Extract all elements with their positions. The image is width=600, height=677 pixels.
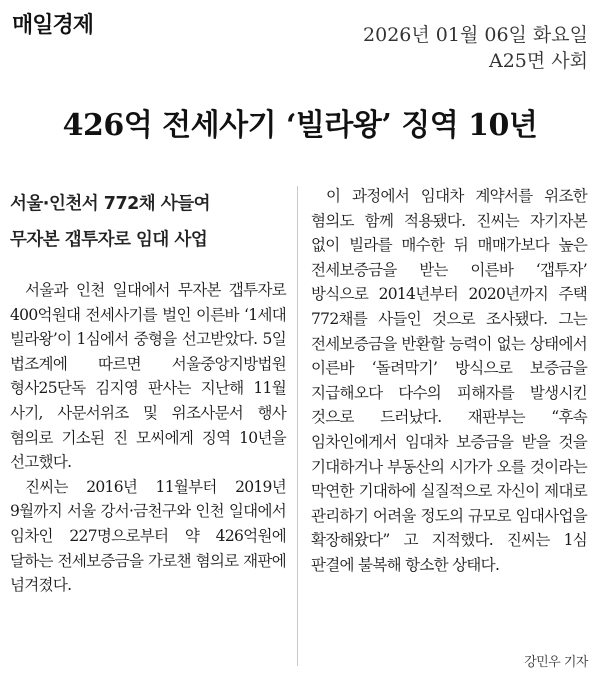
article-headline: 426억 전세사기 ‘빌라왕’ 징역 10년 [62,108,538,143]
article-left-column [10,186,286,598]
article-subhead [10,186,286,258]
page-section: A25면 사회 [489,50,588,72]
body-paragraph-2: 진씨는 2016년 11월부터 2019년 9월까지 서울 강서·금천구와 인천 일대에서 임차인 227명으로부터 약 426억원에 달하는 전세보증금을 가로챈 혐의로 재판에 넘겨졌다. [10,477,286,595]
article-right-column [311,186,587,578]
publication-date: 2026년 01월 06일 화요일 [363,24,588,46]
body-paragraph-1: 서울과 인천 일대에서 무자본 갭투자로 400억원대 전세사기를 벌인 이른바 ‘1세대 빌라왕’이 1심에서 중형을 선고받았다. 5일 법조계에 따르면 서울중앙지방법원 형사25단독 김지영 판사는 지난해 11월 사기, 사문서위조 및 위조사문서 행사 혐의로 기소된 진 모씨에게 징역 10년을 선고했다. [10,281,286,472]
reporter-byline: 강민우 기자 [524,655,588,670]
subhead-line-1: 서울·인천서 772채 사들여 [10,194,211,214]
column-divider [297,186,298,666]
subhead-line-2: 무자본 갭투자로 임대 사업 [10,230,208,250]
body-paragraph-3: 이 과정에서 임대차 계약서를 위조한 혐의도 함께 적용됐다. 진씨는 자기자본 없이 빌라를 매수한 뒤 매매가보다 높은 전세보증금을 받는 이른바 ‘갭투자’ 방식으로 2014년부터 2020년까지 주택 772채를 사들인 것으로 조사됐다. 그는 전세보증금을 반환할 능력이 없는 상태에서 이른바 ‘돌려막기’ 방식으로 보증금을 지급해오다 다수의 피해자를 발생시킨 것으로 드러났다. 재판부는 “후속 임차인에게서 임대차 보증금을 받을 것을 기대하거나 부동산의 시가가 오를 것이라는 막연한 기대하에 실질적으로 자신이 제대로 관리하기 어려울 정도의 규모로 임대사업을 확장해왔다” 고 지적했다. 진씨는 1심 판결에 불복해 항소한 상태다. [311,187,587,574]
dateline [363,22,588,74]
newspaper-masthead: 매일경제 [12,13,94,38]
